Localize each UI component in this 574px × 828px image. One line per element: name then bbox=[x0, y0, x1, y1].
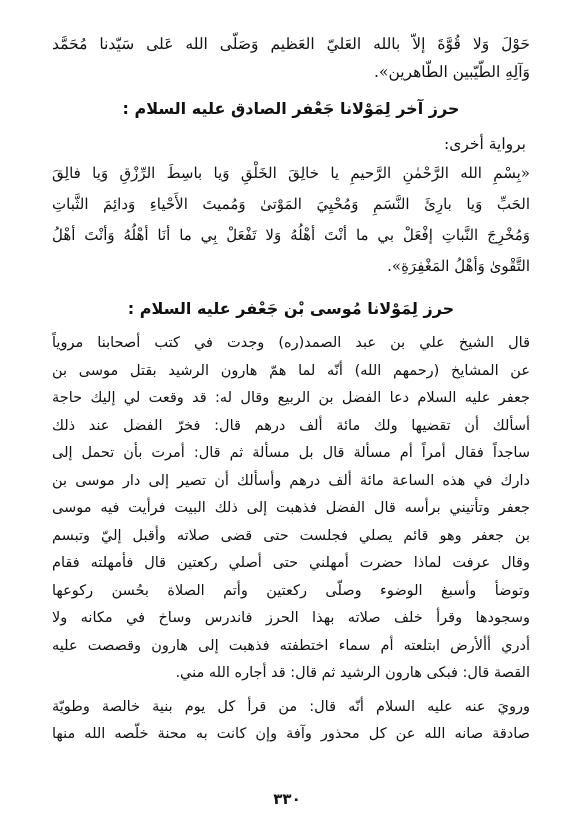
text-line: جعفر وتأتيني برأسه قال الفضل فذهبت إلى ذلك البيت فرأيت فيه موسى bbox=[52, 500, 530, 516]
text-line: قال الشيخ علي بن عبد الصمد(ره) وجدت في كتب أصحابنا مروياً bbox=[52, 335, 530, 351]
text-line: أسألك أن تقضيها ولك مائة ألف درهم قال: فخرّ الفضل عند ذلك bbox=[52, 417, 530, 434]
page-number: ٣٣٠ bbox=[273, 790, 301, 808]
text-line: عن المشايخ (رحمهم الله) أنّه لما همّ هارون الرشيد بقتل موسى بن bbox=[52, 362, 530, 379]
section-heading: حرز آخر لِمَوْلانا جَعْفر الصادق عليه السلام : bbox=[122, 99, 460, 118]
final-paragraph bbox=[52, 694, 530, 749]
page-content bbox=[52, 30, 530, 749]
story-paragraph bbox=[52, 330, 530, 688]
text-line: وَآلِهِ الطّيّبين الطّاهرين». bbox=[374, 63, 530, 81]
dua-paragraph bbox=[52, 158, 530, 282]
text-line: صادقة صانه الله عن كل محذور وآفة وإن كانت به محنة خلّصه الله منها bbox=[52, 726, 530, 742]
text-line: بن جعفر وهو قائم يصلي فجلست حتى قضى صلاته وأقبل إليّ وتبسم bbox=[52, 527, 530, 544]
text-line: ساجداً فقال أمراً أم مسألة قال بل مسألة ثم قال: أمرت بأن تحمل إلى bbox=[52, 445, 530, 461]
dua-line: الحَبِّ وَيا بارِئَ النَّسَمِ وَمُحْيِيَ المَوْتىٰ وَمُميتَ الأَحْياءِ وَدائِمَ الثَّباتِ bbox=[52, 195, 530, 213]
text-line: ورويَ عنه عليه السلام أنّه قال: من قرأ كل يوم بنية خالصة وطويّة bbox=[52, 698, 530, 715]
dua-line: التَّقْوىٰ وَأهْلُ المَغْفِرَةِ». bbox=[387, 257, 530, 275]
narration-label: برواية أخرى: bbox=[443, 135, 526, 153]
text-line: دارك في هذه الساعة مائة ألف درهم وأسألك أن تصير إلى دار موسى بن bbox=[52, 472, 530, 489]
top-paragraph bbox=[52, 30, 530, 86]
text-line: حَوْلَ وَلا قُوَّةَ إلاّ بالله العَليّ العَظيم وَصَلّى الله عَلى سَيّدنا مُحَمَّد bbox=[52, 35, 530, 53]
text-line: وقال عرفت لماذا حضرت أمهلني حتى أصلي ركعتين قال فأمهلته فقام bbox=[52, 555, 530, 571]
text-line: وسجودها وقرأ خلف صلاته بهذا الحرز فاندرس وساخ في مكانه ولا bbox=[52, 610, 530, 626]
section-heading: حرز لِمَوْلانا مُوسى بْن جَعْفر عليه السلام : bbox=[127, 299, 455, 318]
text-line: أدري أألأرض ابتلعته أم سماء اختطفته فذهبت إلى هارون وقصصت عليه bbox=[52, 637, 530, 654]
dua-line: «بِسْمِ الله الرَّحْمٰنِ الرَّحيمِ يا خالِقَ الخَلْقِ وَيا باسِطَ الرِّزْقِ وَيا فالِقَ bbox=[52, 164, 530, 182]
text-line: وتوضأ وأسبغ الوضوء وصلّى ركعتين وأتم الصلاة بحُسن ركوعها bbox=[52, 582, 530, 599]
text-line: القصة قال: فبكى هارون الرشيد ثم قال: قد أجاره الله مني. bbox=[175, 665, 530, 681]
text-line: جعفر عليه السلام دعا الفضل بن الربيع وقال له: قد وقعت لي إليك حاجة bbox=[52, 390, 530, 406]
dua-line: وَمُخْرِجَ النَّباتِ إفْعَلْ بي ما أنْتَ أهْلُهُ وَلا تَفْعَلْ بِي ما أنَا أهْلُهُ وَأنْتَ أهْلُ bbox=[52, 226, 530, 244]
